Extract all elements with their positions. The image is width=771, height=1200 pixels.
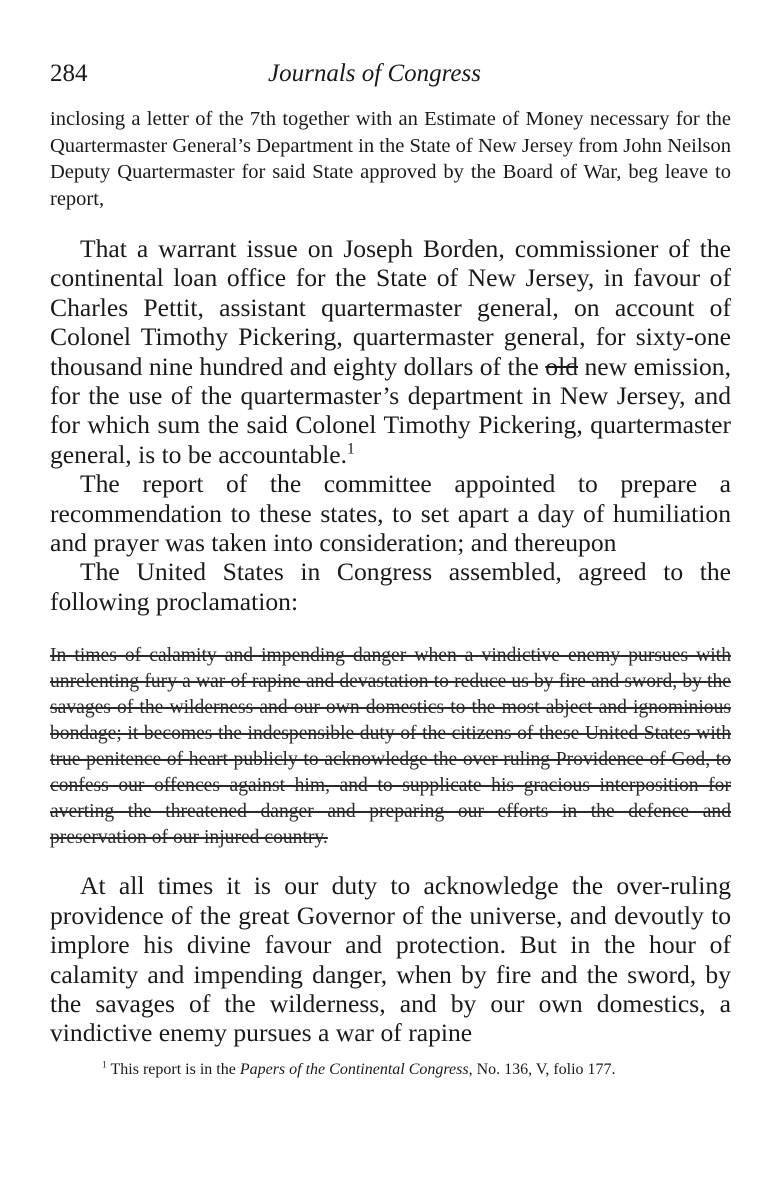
struck-passage: In times of calamity and impending danger when a vindictive enemy pursues with unrelenting fury a war of rapine and devastation to reduce us by fire and sword, by the savages of the wilderness and our own domestics to the most abject and ignominious bondage; it becomes the indespensible duty of the citizens of these United States with true penitence of heart publicly to acknowledge the over ruling Providence of God, to confess our offences against him, and to supplicate his gracious interposition for averting the threatened danger and preparing our efforts in the defence and preservation of our injured country.: [50, 645, 731, 849]
resolution-text-after: new emission, for the use of the quartermaster’s department in New Jersey, and for which sum the said Colonel Timothy Pickering, quartermaster general, is to be accountable.: [50, 351, 731, 469]
footnote-source: Papers of the Continental Congress: [239, 1060, 469, 1078]
report-paragraph: The report of the committee appointed to prepare a recommendation to these states, to set apart a day of humiliation and prayer was taken into consideration; and thereupon: [50, 469, 731, 558]
resolution-text-before: That a warrant issue on Joseph Borden, commissioner of the continental loan office for the State of New Jersey, in favour of Charles Pettit, assistant quartermaster general, on account of Colonel Timothy Pickering, quartermaster general, for sixty-one thousand nine hundred and eighty dollars of the: [50, 234, 731, 381]
running-title: Journals of Congress: [268, 60, 481, 87]
struck-word: old: [545, 351, 578, 381]
proclamation-paragraph: At all times it is our duty to acknowledge the over-ruling providence of the great Governor of the universe, and devoutly to implore his divine favour and protection. But in the hour of calamity and impending danger, when by fire and the sword, by the savages of the wilderness, and by our own domestics, a vindictive enemy pursues a war of rapine: [50, 871, 731, 1048]
intro-paragraph: inclosing a letter of the 7th together with an Estimate of Money necessary for the Quartermaster General’s Department in the State of New Jersey from John Neilson Deputy Quartermaster for said State approved by the Board of War, beg leave to report,: [50, 108, 731, 210]
footnote-reference: 1: [347, 440, 355, 458]
footnote-text-before: This report is in the: [106, 1060, 240, 1078]
footnote: [102, 1060, 731, 1080]
congress-paragraph: The United States in Congress assembled, agreed to the following proclamation:: [50, 557, 731, 616]
page-header: [50, 60, 731, 100]
footnote-mark: 1: [102, 1059, 107, 1071]
page-number: 284: [50, 60, 88, 87]
footnote-text-after: , No. 136, V, folio 177.: [468, 1060, 616, 1078]
resolution-paragraph: [50, 234, 731, 469]
